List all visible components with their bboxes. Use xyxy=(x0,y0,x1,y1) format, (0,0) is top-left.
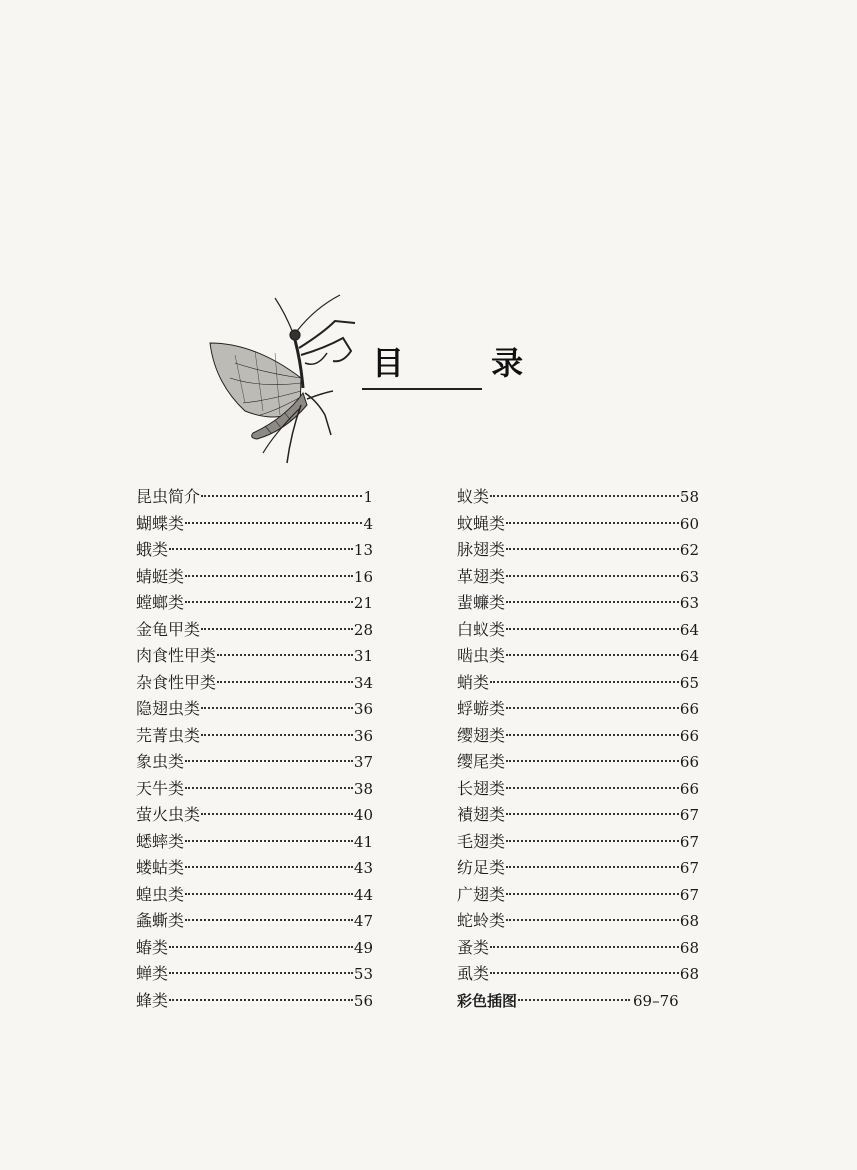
toc-entry-page: 68 xyxy=(679,965,699,983)
toc-entry-page: 66 xyxy=(679,753,699,771)
toc-entry-label: 蛾类 xyxy=(136,540,169,559)
toc-entry-page: 66 xyxy=(679,700,699,718)
toc-leader-dots xyxy=(185,893,353,895)
toc-entry-page: 63 xyxy=(679,594,699,612)
toc-leader-dots xyxy=(201,628,353,630)
toc-entry[interactable] xyxy=(457,590,699,617)
toc-leader-dots xyxy=(506,787,679,789)
toc-entry-page: 34 xyxy=(353,673,373,692)
toc-entry[interactable] xyxy=(136,961,373,988)
toc-leader-dots xyxy=(169,972,353,974)
toc-entry-page: 31 xyxy=(353,647,373,665)
toc-leader-dots xyxy=(506,866,679,868)
toc-entry-label: 蜉蝣类 xyxy=(457,699,506,718)
toc-entry-label: 纺足类 xyxy=(457,858,506,877)
toc-entry-page: 43 xyxy=(353,859,373,877)
toc-entry-page: 65 xyxy=(679,673,699,692)
toc-entry-page: 62 xyxy=(679,541,699,559)
toc-entry-label: 螳螂类 xyxy=(136,593,185,612)
toc-leader-dots xyxy=(201,734,353,736)
toc-entry-page: 49 xyxy=(353,938,373,957)
toc-entry-label: 隐翅虫类 xyxy=(136,699,201,718)
toc-entry[interactable] xyxy=(457,829,699,856)
toc-entry[interactable] xyxy=(457,855,699,882)
toc-entry-label: 缨尾类 xyxy=(457,752,506,771)
toc-entry-page: 67 xyxy=(679,859,699,877)
toc-leader-dots xyxy=(217,681,353,683)
toc-leader-dots xyxy=(506,548,679,550)
toc-entry[interactable] xyxy=(457,802,699,829)
toc-entry-label: 白蚁类 xyxy=(457,619,506,639)
toc-entry[interactable] xyxy=(457,723,699,750)
toc-entry[interactable] xyxy=(136,723,373,750)
toc-leader-dots xyxy=(169,946,353,948)
toc-leader-dots xyxy=(185,787,353,789)
toc-entry-page: 37 xyxy=(353,753,373,771)
toc-leader-dots xyxy=(185,575,353,577)
toc-entry-label: 蜻蜓类 xyxy=(136,566,185,586)
toc-left-column xyxy=(136,484,373,1014)
toc-leader-dots xyxy=(506,601,679,603)
toc-entry-page: 41 xyxy=(353,832,373,851)
toc-entry-label: 金龟甲类 xyxy=(136,619,201,639)
toc-entry-label: 芫菁虫类 xyxy=(136,725,201,745)
page-title: 目 录 xyxy=(372,344,562,382)
toc-entry[interactable] xyxy=(457,749,699,776)
toc-leader-dots xyxy=(506,522,679,524)
toc-entry[interactable] xyxy=(457,776,699,803)
title-underline xyxy=(362,388,482,390)
toc-entry[interactable] xyxy=(457,935,699,962)
toc-leader-dots xyxy=(185,840,353,842)
toc-entry[interactable] xyxy=(136,537,373,564)
toc-entry-label: 革翅类 xyxy=(457,566,506,586)
toc-entry-page: 21 xyxy=(353,594,373,612)
toc-leader-dots xyxy=(185,760,353,762)
toc-leader-dots xyxy=(506,654,679,656)
toc-entry-page: 44 xyxy=(353,885,373,904)
praying-mantis-icon xyxy=(205,293,365,468)
toc-entry[interactable] xyxy=(136,855,373,882)
toc-entry-page: 67 xyxy=(679,832,699,851)
toc-entry-page: 40 xyxy=(353,806,373,824)
toc-entry-page: 1 xyxy=(363,488,373,506)
toc-leader-dots xyxy=(185,601,353,603)
toc-entry-label: 蟋蟀类 xyxy=(136,831,185,851)
toc-entry-page: 60 xyxy=(679,514,699,533)
toc-entry-page: 36 xyxy=(353,700,373,718)
toc-entry-label: 天牛类 xyxy=(136,778,185,798)
toc-entry-label: 蝉类 xyxy=(136,964,169,983)
toc-entry[interactable] xyxy=(136,988,373,1015)
toc-entry-page: 66 xyxy=(679,726,699,745)
toc-leader-dots xyxy=(201,813,353,815)
toc-entry[interactable] xyxy=(136,829,373,856)
toc-entry-page: 63 xyxy=(679,567,699,586)
toc-entry[interactable] xyxy=(457,961,699,988)
toc-entry[interactable] xyxy=(136,935,373,962)
toc-entry-page: 4 xyxy=(363,514,373,533)
toc-leader-dots xyxy=(490,495,679,497)
toc-leader-dots xyxy=(506,734,679,736)
toc-entry[interactable] xyxy=(457,908,699,935)
toc-entry[interactable] xyxy=(136,696,373,723)
toc-entry-page: 67 xyxy=(679,806,699,824)
toc-leader-dots xyxy=(185,522,362,524)
toc-leader-dots xyxy=(506,893,679,895)
toc-right-column xyxy=(457,484,699,1014)
toc-entry[interactable] xyxy=(136,908,373,935)
toc-entry-label: 蝴蝶类 xyxy=(136,513,185,533)
toc-leader-dots xyxy=(490,681,679,683)
toc-entry-page: 38 xyxy=(353,779,373,798)
toc-entry[interactable] xyxy=(136,670,373,697)
toc-entry-page: 64 xyxy=(679,620,699,639)
toc-leader-dots xyxy=(506,813,679,815)
toc-leader-dots xyxy=(518,999,630,1001)
toc-entry[interactable] xyxy=(457,484,699,511)
toc-leader-dots xyxy=(506,760,679,762)
toc-entry-label: 象虫类 xyxy=(136,752,185,771)
toc-entry-label: 蚁类 xyxy=(457,487,490,506)
toc-entry[interactable] xyxy=(136,776,373,803)
toc-entry-label: 襀翅类 xyxy=(457,805,506,824)
toc-leader-dots xyxy=(506,707,679,709)
toc-entry[interactable] xyxy=(457,882,699,909)
toc-leader-dots xyxy=(506,628,679,630)
toc-entry[interactable] xyxy=(457,564,699,591)
toc-entry[interactable] xyxy=(136,643,373,670)
toc-leader-dots xyxy=(169,548,353,550)
toc-entry-label: 蛇蛉类 xyxy=(457,911,506,930)
toc-entry-page: 68 xyxy=(679,938,699,957)
toc-entry-label: 螽蟖类 xyxy=(136,911,185,930)
toc-entry-label: 萤火虫类 xyxy=(136,805,201,824)
toc-entry-page: 58 xyxy=(679,488,699,506)
toc-leader-dots xyxy=(490,946,679,948)
toc-entry-label: 毛翅类 xyxy=(457,831,506,851)
toc-entry[interactable] xyxy=(136,590,373,617)
toc-entry[interactable] xyxy=(136,564,373,591)
toc-entry-page: 64 xyxy=(679,647,699,665)
toc-entry-page: 69–76 xyxy=(633,991,679,1010)
toc-leader-dots xyxy=(490,972,679,974)
toc-leader-dots xyxy=(201,707,353,709)
toc-leader-dots xyxy=(169,999,353,1001)
toc-entry-page: 66 xyxy=(679,779,699,798)
toc-entry-label: 缨翅类 xyxy=(457,725,506,745)
toc-entry[interactable] xyxy=(136,802,373,829)
toc-entry-label: 长翅类 xyxy=(457,778,506,798)
toc-entry-label: 蜂类 xyxy=(136,990,169,1010)
toc-leader-dots xyxy=(217,654,353,656)
toc-entry-label: 彩色插图 xyxy=(457,991,518,1010)
toc-leader-dots xyxy=(506,840,679,842)
toc-leader-dots xyxy=(185,866,353,868)
toc-leader-dots xyxy=(185,919,353,921)
toc-entry-label: 广翅类 xyxy=(457,884,506,904)
toc-entry-label: 蝗虫类 xyxy=(136,884,185,904)
toc-entry-label: 啮虫类 xyxy=(457,646,506,665)
toc-leader-dots xyxy=(201,495,362,497)
toc-entry-label: 蝽类 xyxy=(136,937,169,957)
toc-entry-page: 36 xyxy=(353,726,373,745)
toc-entry[interactable] xyxy=(457,670,699,697)
toc-entry-label: 脉翅类 xyxy=(457,540,506,559)
toc-entry-label: 杂食性甲类 xyxy=(136,672,217,692)
toc-entry-label: 肉食性甲类 xyxy=(136,646,217,665)
toc-entry[interactable] xyxy=(457,696,699,723)
toc-entry-page: 13 xyxy=(353,541,373,559)
toc-entry-page: 47 xyxy=(353,912,373,930)
toc-entry-page: 16 xyxy=(353,567,373,586)
toc-entry-page: 68 xyxy=(679,912,699,930)
toc-entry-label: 蜚蠊类 xyxy=(457,593,506,612)
toc-entry-label: 蚊蝇类 xyxy=(457,513,506,533)
toc-entry[interactable] xyxy=(457,988,699,1015)
toc-entry[interactable] xyxy=(457,643,699,670)
toc-entry-label: 蝼蛄类 xyxy=(136,858,185,877)
toc-entry[interactable] xyxy=(136,617,373,644)
toc-leader-dots xyxy=(506,575,679,577)
toc-entry[interactable] xyxy=(136,882,373,909)
toc-entry[interactable] xyxy=(136,484,373,511)
toc-leader-dots xyxy=(506,919,679,921)
toc-entry[interactable] xyxy=(457,537,699,564)
toc-entry-page: 28 xyxy=(353,620,373,639)
toc-entry-label: 虱类 xyxy=(457,964,490,983)
toc-entry[interactable] xyxy=(136,749,373,776)
toc-entry[interactable] xyxy=(457,617,699,644)
toc-entry-label: 蛸类 xyxy=(457,672,490,692)
toc-entry[interactable] xyxy=(457,511,699,538)
toc-entry-label: 蚤类 xyxy=(457,937,490,957)
toc-entry-label: 昆虫简介 xyxy=(136,487,201,506)
toc-entry-page: 53 xyxy=(353,965,373,983)
toc-entry[interactable] xyxy=(136,511,373,538)
toc-entry-page: 56 xyxy=(353,991,373,1010)
toc-entry-page: 67 xyxy=(679,885,699,904)
